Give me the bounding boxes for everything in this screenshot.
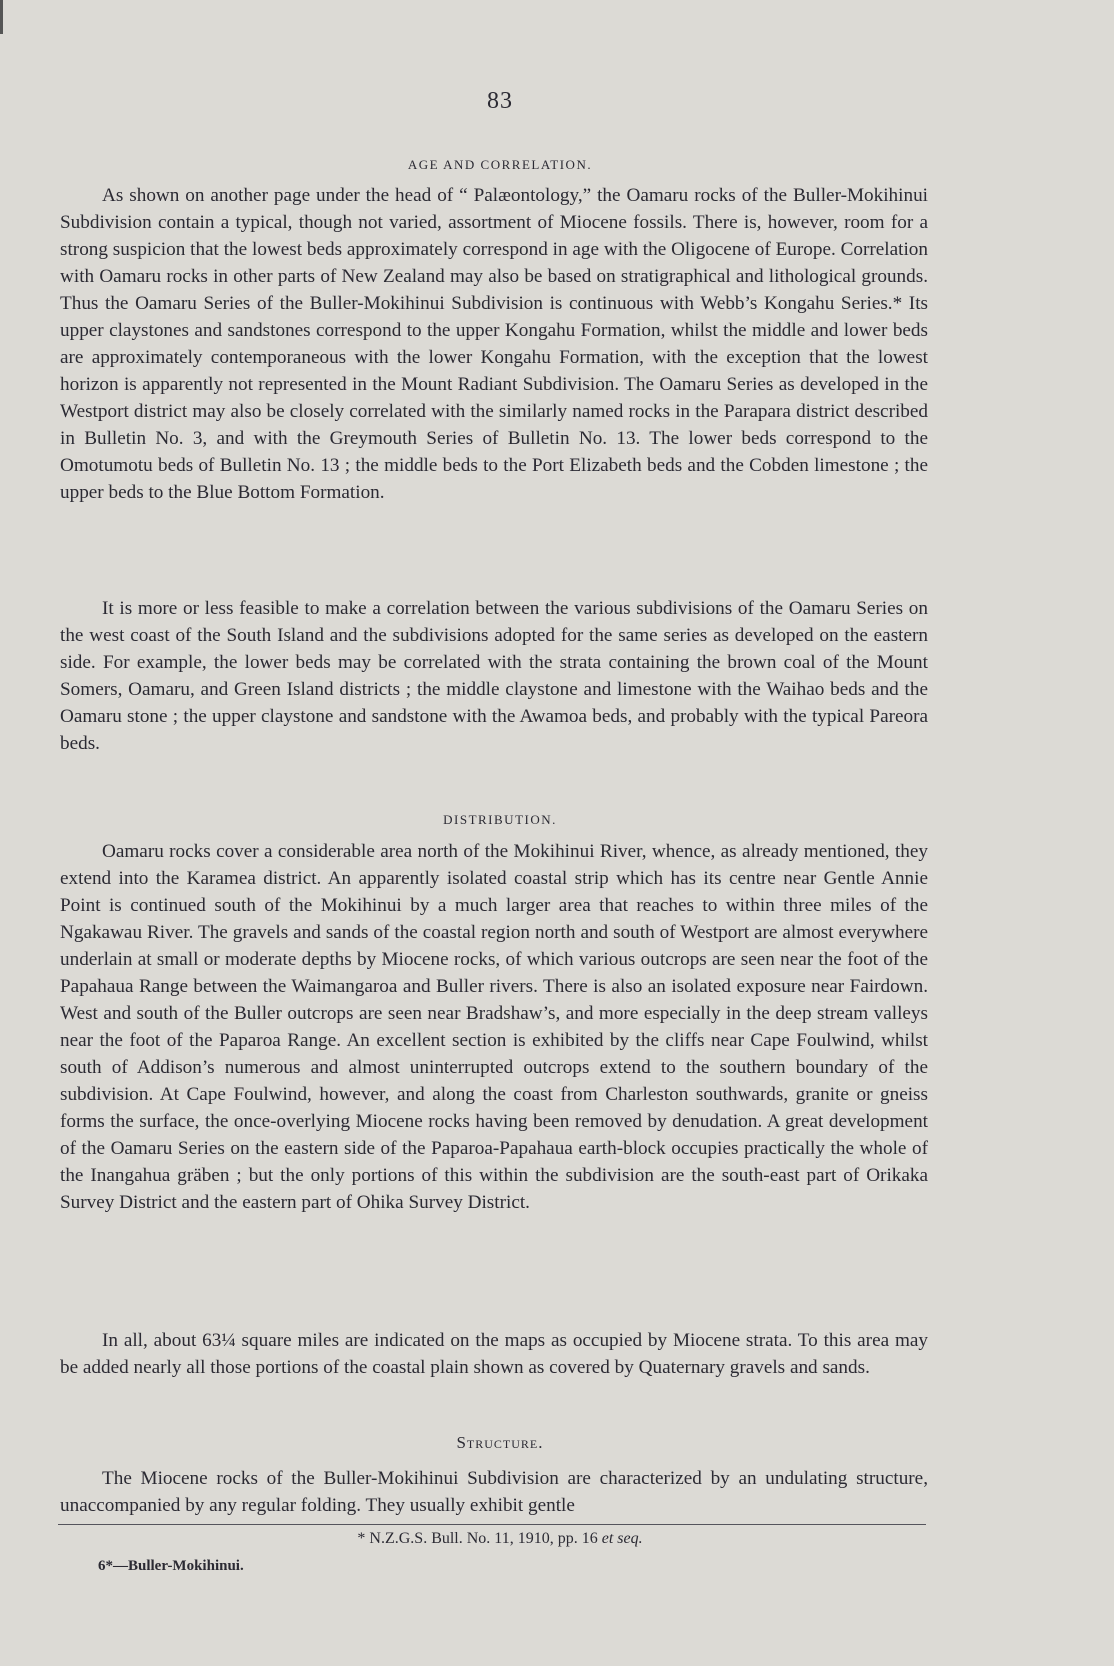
heading-structure: Structure.: [456, 1433, 544, 1452]
footnote: [0, 1530, 1000, 1548]
paragraph-structure-1: The Miocene rocks of the Buller-Mokihinui Subdivision are characterized by an undulating structure, unaccompanied by any regular folding. They usually exhibit gentle: [60, 1468, 928, 1516]
paragraph-distribution-2: In all, about 63¼ square miles are indicated on the maps as occupied by Miocene strata. To this area may be added nearly all those portions of the coastal plain shown as covered by Quaternary gravels and sands.: [60, 1330, 928, 1378]
scan-edge-mark: [0, 0, 3, 34]
heading-distribution: DISTRIBUTION.: [443, 812, 557, 827]
footnote-italic: et seq.: [601, 1530, 643, 1547]
footnote-divider: [58, 1524, 926, 1525]
signature-mark: 6*—Buller-Mokihinui.: [98, 1558, 244, 1574]
paragraph-correlation-1: As shown on another page under the head of “ Palæontology,” the Oamaru rocks of the Buller-Mokihinui Subdivision contain a typical, though not varied, assortment of Miocene fossils. There is, however, room for a strong suspicion that the lowest beds approximately correspond in age with the Oligocene of Europe. Correlation with Oamaru rocks in other parts of New Zealand may also be based on stratigraphical and lithological grounds. Thus the Oamaru Series of the Buller-Mokihinui Subdivision is continuous with Webb’s Kongahu Series.* Its upper claystones and sandstones correspond to the upper Kongahu Formation, whilst the middle and lower beds are approximately contemporaneous with the lower Kongahu Formation, with the exception that the lowest horizon is apparently not represented in the Mount Radiant Subdivision. The Oamaru Series as developed in the Westport district may also be closely correlated with the similarly named rocks in the Parapara district described in Bulletin No. 3, and with the Greymouth Series of Bulletin No. 13. The lower beds correspond to the Omotumotu beds of Bulletin No. 13 ; the middle beds to the Port Elizabeth beds and the Cobden limestone ; the upper beds to the Blue Bottom Formation.: [60, 185, 928, 503]
paragraph-correlation-2: It is more or less feasible to make a correlation between the various subdivisions of the Oamaru Series on the west coast of the South Island and the subdivisions adopted for the same series as developed on the eastern side. For example, the lower beds may be correlated with the strata containing the brown coal of the Mount Somers, Oamaru, and Green Island districts ; the middle claystone and limestone with the Waihao beds and the Oamaru stone ; the upper claystone and sandstone with the Awamoa beds, and probably with the typical Pareora beds.: [60, 598, 928, 754]
heading-age-and-correlation: AGE AND CORRELATION.: [407, 157, 593, 172]
footnote-text: * N.Z.G.S. Bull. No. 11, 1910, pp. 16: [357, 1530, 598, 1547]
page-number: 83: [487, 88, 513, 114]
paragraph-distribution-1: Oamaru rocks cover a considerable area north of the Mokihinui River, whence, as already mentioned, they extend into the Karamea district. An apparently isolated coastal strip which has its centre near Gentle Annie Point is continued south of the Mokihinui by a much larger area that reaches to within three miles of the Ngakawau River. The gravels and sands of the coastal region north and south of Westport are almost everywhere underlain at small or moderate depths by Miocene rocks, of which various outcrops are seen near the foot of the Papahaua Range between the Waimangaroa and Buller rivers. There is also an isolated exposure near Fairdown. West and south of the Buller outcrops are seen near Bradshaw’s, and more especially in the deep stream valleys near the foot of the Paparoa Range. An excellent section is exhibited by the cliffs near Cape Foulwind, whilst south of Addison’s numerous and almost uninterrupted outcrops extend to the southern boundary of the subdivision. At Cape Foulwind, however, and along the coast from Charleston southwards, granite or gneiss forms the surface, the once-overlying Miocene rocks having been removed by denudation. A great development of the Oamaru Series on the eastern side of the Paparoa-Papahaua earth-block occupies practically the whole of the Inangahua gräben ; but the only portions of this within the subdivision are the south-east part of Orikaka Survey District and the eastern part of Ohika Survey District.: [60, 841, 928, 1213]
